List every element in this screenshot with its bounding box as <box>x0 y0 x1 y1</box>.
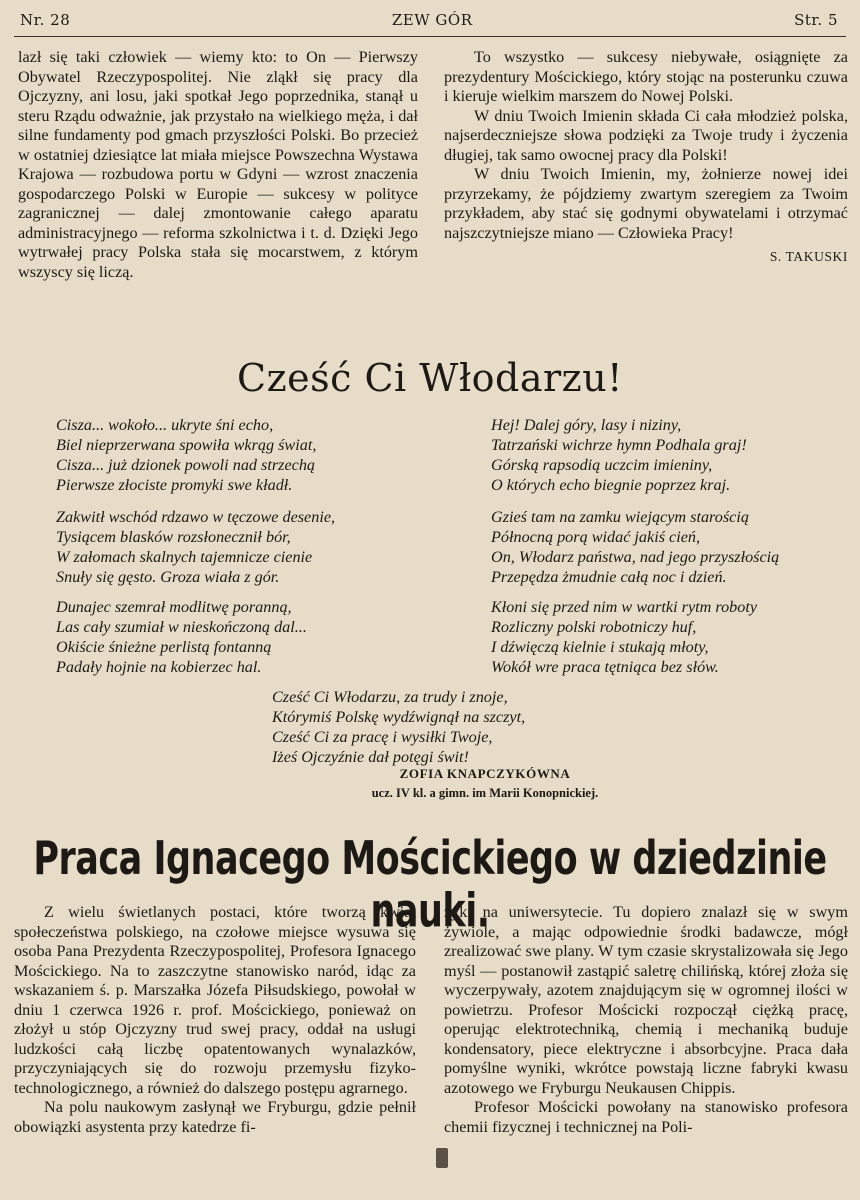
poem-line: Padały hojnie na kobierzec hal. <box>56 658 262 676</box>
poem-line: Iżeś Ojczyźnie dał potęgi świt! <box>272 748 469 766</box>
article2-paragraph: Na polu naukowym zasłynął we Fryburgu, gdzie pełnił obowiązki asystenta przy katedrze fi- <box>14 1098 416 1136</box>
article2-paragraph: Profesor Mościcki powołany na stanowisko profesora chemii fizycznej i technicznej na Poli- <box>444 1098 848 1136</box>
poem-line: Cisza... wokoło... ukryte śni echo, <box>56 416 274 434</box>
poem-line: Wokół wre praca tętniąca bez słów. <box>491 658 719 676</box>
poem-author-school: ucz. IV kl. a gimn. im Marii Konopnickiej. <box>371 786 599 800</box>
paper-pin-mark <box>436 1148 448 1168</box>
poem-line: Cisza... już dzionek powoli nad strzechą <box>56 456 316 474</box>
poem-line: Tysiącem blasków rozsłonecznił bór, <box>56 528 291 546</box>
poem-line: Hej! Dalej góry, lasy i niziny, <box>491 416 682 434</box>
poem-line: Dunajec szemrał modlitwę poranną, <box>56 598 292 616</box>
article2-paragraph: Z wielu świetlanych postaci, które tworzą kwiat społeczeństwa polskiego, na czołowe miejsce wysuwa się osoba Pana Prezydenta Rzeczypospolitej, Profesora Ignacego Mościckiego. Na to zaszczytne stanowisko naród, idąc za wskazaniem ś. p. Marszałka Józefa Piłsudskiego, powołał w dniu 1 czerwca 1926 r. prof. Mościckiego, ponieważ on złożył u stóp Ojczyzny trud swej pracy, oddał na usługi ludzkości całą liczbę opatentowanych wynalazków, przyczyniających się do rozwoju przemysłu fizyko-technologicznego, a również do dalszego postępu agrarnego. <box>14 903 416 1097</box>
poem-line: O których echo biegnie poprzez kraj. <box>491 476 731 494</box>
poem-line: Pierwsze złociste promyki swe kładł. <box>56 476 293 494</box>
article2-headline: Praca Ignacego Mościckiego w dziedzinie nauki. <box>33 833 827 939</box>
page-header <box>20 8 838 32</box>
poem-line: Kłoni się przed nim w wartki rytm roboty <box>491 598 758 616</box>
poem-title: Cześć Ci Włodarzu! <box>237 356 623 400</box>
poem-line: Rozliczny polski robotniczy huf, <box>491 618 697 636</box>
article1-paragraph: lazł się taki człowiek — wiemy kto: to On — Pierwszy Obywatel Rzeczypospolitej. Nie zląkł się pracy dla Ojczyzny, ani losu, jaki spotkał Jego poprzednika, stanął u steru Rządu odważnie, jak przystało na wielkiego męża, i dał silne fundamenty pod gmach przyszłości Polski. Bo przecież w ostatniej dziesiątce lat miała miejsce Powszechna Wystawa Krajowa — rozbudowa portu w Gdyni — wzrost znaczenia gospodarczego Polski w Europie — sukcesy w polityce zagranicznej — dalej zmontowanie całego aparatu administracyjnego — reforma szkolnictwa i t. d. Dzięki Jego wytrwałej pracy Polska stała się mocarstwem, z którym wszyscy się liczą. <box>18 48 418 281</box>
poem-line: Cześć Ci za pracę i wysiłki Twoje, <box>272 728 493 746</box>
poem-line: Snuły się gęsto. Groza wiała z gór. <box>56 568 280 586</box>
poem-line: Gzieś tam na zamku wiejącym starością <box>491 508 749 526</box>
poem-line: Północną porą widać jakiś cień, <box>491 528 701 546</box>
header-rule <box>14 36 846 37</box>
page-number: Str. 5 <box>794 11 838 29</box>
publication-title: ZEW GÓR <box>391 11 473 29</box>
poem-stanza-6 <box>491 597 757 677</box>
poem-line: Okiście śnieżne perlistą fontanną <box>56 638 272 656</box>
poem-stanza-3 <box>56 597 307 677</box>
article1-paragraph: W dniu Twoich Imienin, my, żołnierze nowej idei przyrzekamy, że pójdziemy zwartym szeregiem za Twoim przykładem, aby stać się godnymi obywatelami i otrzymać najszczytniejsze miano — Człowieka Pracy! <box>444 165 848 242</box>
article1-paragraph: To wszystko — sukcesy niebywałe, osiągnięte za prezydentury Mościckiego, który stojąc na posterunku czuwa i kieruje wielkim marszem do Nowej Polski. <box>444 48 848 105</box>
poem-line: Tatrzański wichrze hymn Podhala graj! <box>491 436 747 454</box>
article2-right-column <box>444 903 848 1137</box>
poem-stanza-2 <box>56 507 335 587</box>
article2-left-column <box>14 903 416 1137</box>
article1-paragraph: W dniu Twoich Imienin składa Ci cała młodzież polska, najserdeczniejsze słowa podzięki za Twoje trudy i życzenia długiej, tak samo owocnej pracy dla Polski! <box>444 106 848 164</box>
poem-author: ZOFIA KNAPCZYKÓWNA <box>399 766 571 781</box>
article1-signature: S. TAKUSKI <box>769 249 848 264</box>
poem-line: Biel nieprzerwana spowiła wkrąg świat, <box>56 436 317 454</box>
poem-line: Którymiś Polskę wydźwignął na szczyt, <box>272 708 526 726</box>
article1-left-column <box>18 48 418 282</box>
poem-line: I dźwięczą kielnie i stukają młoty, <box>491 638 709 656</box>
issue-number: Nr. 28 <box>20 11 71 29</box>
poem-line: Zakwitł wschód rdzawo w tęczowe desenie, <box>56 508 336 526</box>
poem-line: Przepędza żmudnie całą noc i dzień. <box>491 568 727 586</box>
article2-paragraph: zyki na uniwersytecie. Tu dopiero znalazł się w swym żywiole, a mając odpowiednie środki badawcze, mógł zrealizować swe plany. W tym czasie skrystalizowała się Jego myśl — postanowił zastąpić saletrę chilińską, której złoża się wyczerpywały, azotem znajdującym się w ogromnej ilości w powietrzu. Profesor Mościcki rozpoczął ciężką pracę, operując elektrotechniką, chemią i mechaniką buduje kondensatory, piece elektryczne i absorbcyjne. Praca dała pomyślne wyniki, wkrótce powstają liczne fabryki kwasu azotowego we Fryburgu Neukausen Chippis. <box>444 903 848 1097</box>
poem-stanza-1 <box>56 415 316 495</box>
poem-line: Las cały szumiał w nieskończoną dal... <box>56 618 307 636</box>
poem-stanza-4 <box>491 415 747 495</box>
article1-right-column <box>444 48 848 267</box>
poem-line: Cześć Ci Włodarzu, za trudy i znoje, <box>272 688 508 706</box>
poem-stanza-5 <box>491 507 779 587</box>
poem-line: Górską rapsodią uczcim imieniny, <box>491 456 713 474</box>
poem-stanza-7 <box>272 687 525 767</box>
poem-line: On, Włodarz państwa, nad jego przyszłością <box>491 548 780 566</box>
poem-line: W załomach skalnych tajemnicze cienie <box>56 548 313 566</box>
